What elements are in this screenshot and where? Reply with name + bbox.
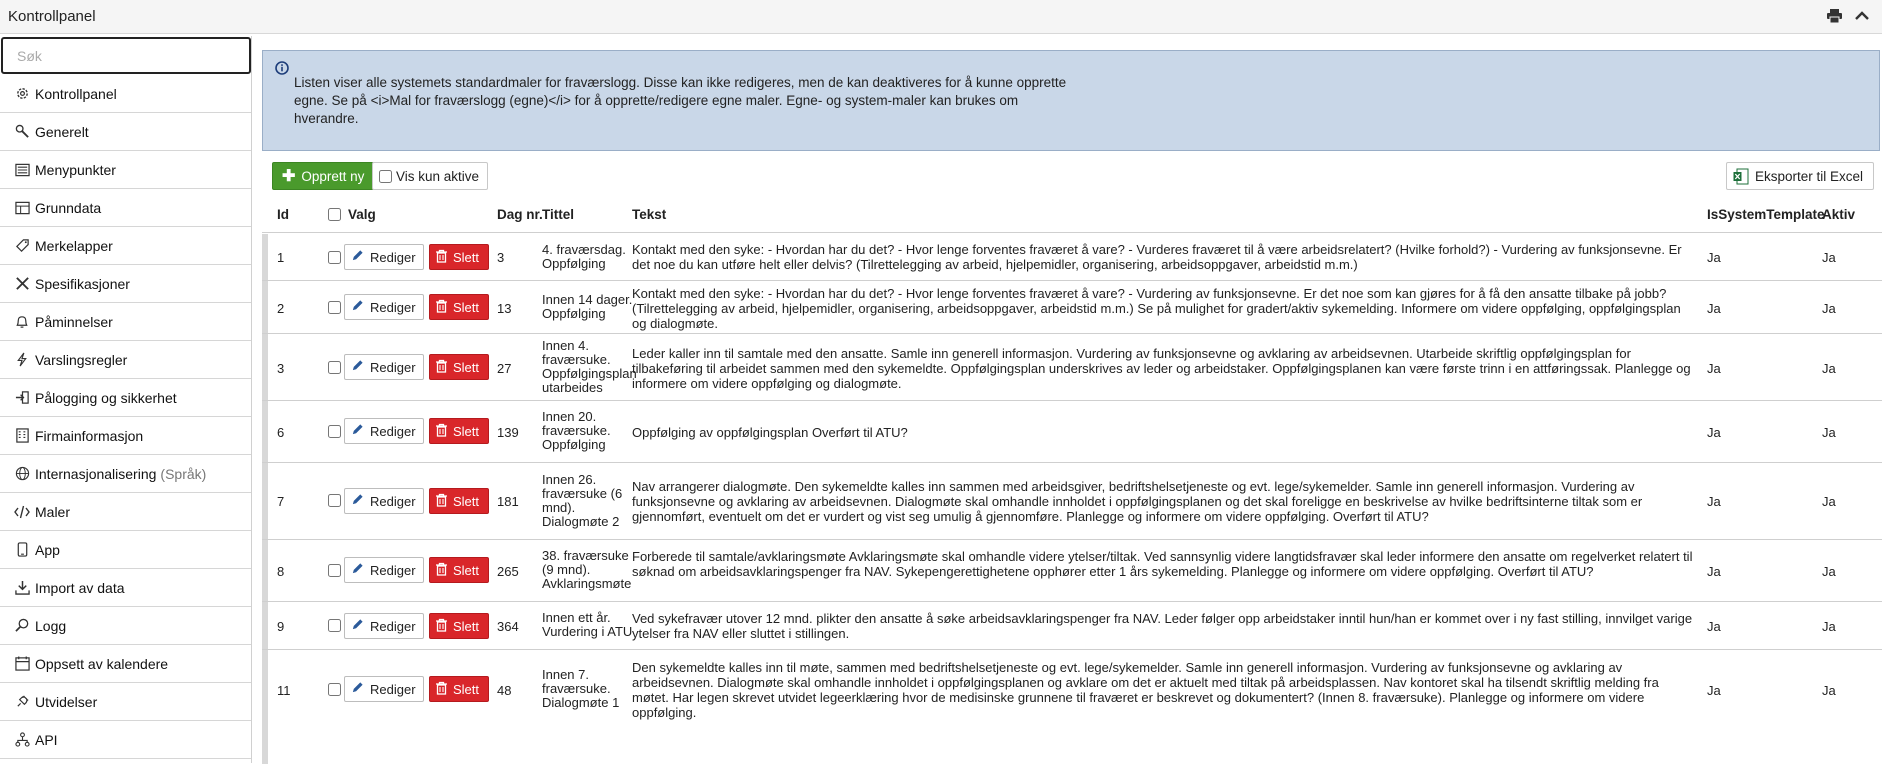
table-row	[262, 463, 1882, 540]
cell-id: 1	[277, 250, 285, 265]
cell-is-system-template: Ja	[1707, 683, 1721, 698]
delete-label: Slett	[453, 618, 480, 634]
create-new-button[interactable]	[272, 162, 374, 190]
info-panel	[262, 50, 1880, 151]
edit-label: Rediger	[370, 299, 416, 315]
sidebar-item-label: Internasjonalisering	[35, 465, 157, 482]
edit-label: Rediger	[370, 618, 416, 634]
code-icon	[14, 504, 30, 520]
edit-button[interactable]	[344, 354, 424, 380]
sidebar-item-label: Firmainformasjon	[35, 427, 144, 444]
sidebar-item-grunndata[interactable]	[0, 189, 251, 227]
header-aktiv[interactable]: Aktiv	[1822, 207, 1856, 222]
trash-icon	[435, 249, 448, 266]
export-excel-button[interactable]	[1726, 162, 1874, 190]
edit-label: Rediger	[370, 681, 416, 697]
row-checkbox[interactable]	[328, 683, 341, 696]
active-only-checkbox[interactable]	[379, 170, 392, 183]
header-valg: Valg	[348, 207, 376, 222]
trash-icon	[435, 681, 448, 698]
edit-label: Rediger	[370, 359, 416, 375]
lightning-icon	[14, 352, 30, 368]
sidebar-item-label: Logg	[35, 617, 67, 634]
pencil-icon	[351, 562, 364, 578]
edit-button[interactable]	[344, 418, 424, 444]
trash-icon	[435, 618, 448, 635]
edit-label: Rediger	[370, 562, 416, 578]
cell-tittel: Innen 7. fraværsuke. Dialogmøte 1	[542, 667, 620, 710]
cell-dag: 265	[497, 564, 519, 579]
cell-is-system-template: Ja	[1707, 301, 1721, 316]
cell-aktiv: Ja	[1822, 425, 1836, 440]
sidebar-item-kontrollpanel[interactable]	[0, 75, 251, 113]
sidebar-item-label: Spesifikasjoner	[35, 275, 130, 292]
cell-id: 2	[277, 301, 285, 316]
delete-label: Slett	[453, 423, 480, 439]
cell-dag: 48	[497, 683, 512, 698]
cell-tittel: Innen 14 dager. Oppfølging	[542, 292, 633, 321]
login-icon	[14, 390, 30, 406]
gear-icon	[14, 86, 30, 102]
cell-dag: 139	[497, 425, 519, 440]
sidebar-item-maler[interactable]	[0, 493, 251, 531]
trash-icon	[435, 493, 448, 510]
main-content	[262, 50, 1882, 763]
sidebar-item-api[interactable]	[0, 721, 251, 759]
row-checkbox[interactable]	[328, 361, 341, 374]
sidebar-item-label: Utvidelser	[35, 693, 98, 710]
sidebar-item-label: Merkelapper	[35, 237, 113, 254]
edit-button[interactable]	[344, 557, 424, 583]
cell-tekst: Forberede til samtale/avklaringsmøte Avklaringsmøte skal omhandle videre ytelser/tiltak. Ved sannsynlig videre langtidsfravær skal leder informere den ansatte om regelverket relatert til søknad om arbeidsavklaringspenger fra NAV. Sykepengerettighetene opphører etter 1 års sykemelding. Planlegge og informere om videre oppfølging. Overført til ATU?	[632, 549, 1693, 579]
building-icon	[14, 428, 30, 444]
sidebar-item-merkelapper[interactable]	[0, 227, 251, 265]
cell-tittel: Innen 20. fraværsuke. Oppfølging	[542, 409, 611, 452]
delete-label: Slett	[453, 249, 480, 265]
sidebar-item-kalendere[interactable]	[0, 645, 251, 683]
globe-icon	[14, 466, 30, 482]
sidebar-item-label: Varslingsregler	[35, 351, 128, 368]
cell-dag: 27	[497, 361, 512, 376]
mobile-icon	[14, 542, 30, 558]
info-icon	[275, 61, 289, 78]
cell-tekst: Nav arrangerer dialogmøte. Den sykemeldte kalles inn sammen med arbeidsgiver, bedriftshelsetjeneste og evt. lege/sykemelder. Samle inn generell informasjon. Vurdering av funksjonsevne og avklaring av arbeidsevnen. Dialogmøte skal omhandle innholdet i oppfølgingsplanen og det skal foreligge en beskrivelse av hvilke bedriftsinterne tiltak som er gjennomført, eventuelt om det er vurdert og vist seg umulig å gjennomføre. Planlegge og informere om videre oppfølging. Overført til ATU?	[632, 479, 1643, 524]
wrench-icon	[14, 124, 30, 140]
delete-button[interactable]	[429, 354, 489, 380]
pencil-icon	[351, 493, 364, 509]
cell-id: 3	[277, 361, 285, 376]
sidebar	[0, 36, 252, 763]
row-checkbox[interactable]	[328, 425, 341, 438]
pencil-icon	[351, 359, 364, 375]
search-input[interactable]	[1, 37, 251, 74]
sidebar-item-palogging[interactable]	[0, 379, 251, 417]
table-row	[262, 540, 1882, 602]
header-dag[interactable]: Dag nr.	[497, 207, 543, 222]
table-row	[262, 401, 1882, 463]
cell-id: 7	[277, 494, 285, 509]
sidebar-item-label: Import av data	[35, 579, 125, 596]
cell-tittel: Innen ett år. Vurdering i ATU	[542, 610, 633, 639]
print-icon[interactable]	[1824, 6, 1844, 26]
cell-id: 11	[277, 683, 291, 698]
page-title: Kontrollpanel	[8, 8, 96, 25]
info-message: Listen viser alle systemets standardmaler for fraværslogg. Disse kan ikke redigeres, men de kan deaktiveres for å kunne opprette egne. Se på <i>Mal for fraværslogg (egne)</i> for å opprette/redigere egne maler. Egne- og system-maler kan brukes om hverandre.	[294, 75, 1067, 126]
delete-label: Slett	[453, 681, 480, 697]
download-icon	[14, 580, 30, 596]
collapse-chevron-up-icon[interactable]	[1852, 6, 1872, 26]
plug-icon	[14, 694, 30, 710]
sidebar-item-label: Menypunkter	[35, 161, 116, 178]
cell-tekst: Leder kaller inn til samtale med den ansatte. Samle inn generell informasjon. Vurdering av funksjonsevne og avklaring av arbeidsevnen. Utarbeide skriftlig oppfølgingsplan for tilbakeføring til arbeidet sammen med den sykemeldte. Oppfølgingsplan underskrives av leder og arbeidstaker. Oppfølgingsplanen kan være første trinn i en attføringssak. Planlegge og informere om videre oppfølging og dialogmøte.	[632, 346, 1691, 391]
trash-icon	[435, 299, 448, 316]
sidebar-item-label: Generelt	[35, 123, 89, 140]
select-all-checkbox[interactable]	[328, 208, 341, 221]
cell-tekst: Kontakt med den syke: - Hvordan har du det? - Hvor lenge forventes fraværet å vare? - Vurdering av funksjonsevne. Er det noe som kan gjøres for å få den ansatte tilbake på jobb? (Tilrettelegging av arbeid, hjelpemidler, organisering, arbeidsoppgaver, arbeidstid m.m.) Se på mulighet for gradert/aktiv sykemelding. Informere om videre oppfølging, oppfølgingsplan og dialogmøte.	[632, 286, 1681, 331]
pencil-icon	[351, 249, 364, 265]
cell-aktiv: Ja	[1822, 301, 1836, 316]
sidebar-item-utvidelser[interactable]	[0, 683, 251, 721]
delete-button[interactable]	[429, 488, 489, 514]
cell-is-system-template: Ja	[1707, 564, 1721, 579]
cell-tekst: Ved sykefravær utover 12 mnd. plikter den ansatte å søke arbeidsavklaringspenger fra NAV. Leder følger opp arbeidstaker inntil hun/han er kommet over i ny fast stilling, innvilget varige ytelser fra NAV eller sluttet i stillingen.	[632, 611, 1693, 641]
edit-button[interactable]	[344, 294, 424, 320]
edit-label: Rediger	[370, 423, 416, 439]
cell-tekst: Kontakt med den syke: - Hvordan har du det? - Hvor lenge forventes fraværet å vare? - Vurderes fraværet til å være arbeidsrelatert? (Hvilke forhold?) - Vurdering av funksjonsevne. Er det noe du kan utføre helt eller delvis? (Tilrettelegging av arbeid, hjelpemidler, organisering, arbeidsoppgaver, arbeidstid m.m.)	[632, 242, 1682, 272]
sidebar-item-label: Påminnelser	[35, 313, 113, 330]
sidebar-item-firmainformasjon[interactable]	[0, 417, 251, 455]
table-row	[262, 650, 1882, 730]
tools-icon	[14, 276, 30, 292]
table-row	[262, 234, 1882, 281]
cell-is-system-template: Ja	[1707, 494, 1721, 509]
table-row	[262, 334, 1882, 401]
cell-id: 6	[277, 425, 285, 440]
cell-aktiv: Ja	[1822, 683, 1836, 698]
edit-button[interactable]	[344, 613, 424, 639]
sidebar-item-label: Kontrollpanel	[35, 85, 117, 102]
cell-tittel: 38. fraværsuke (9 mnd). Avklaringsmøte	[542, 548, 632, 591]
cell-is-system-template: Ja	[1707, 425, 1721, 440]
delete-label: Slett	[453, 299, 480, 315]
cell-id: 8	[277, 564, 285, 579]
cell-dag: 181	[497, 494, 519, 509]
pencil-icon	[351, 681, 364, 697]
cell-tittel: 4. fraværsdag. Oppfølging	[542, 242, 626, 271]
pencil-icon	[351, 299, 364, 315]
trash-icon	[435, 562, 448, 579]
plus-icon: ✚	[282, 168, 296, 185]
table-icon	[14, 200, 30, 216]
sidebar-item-spesifikasjoner[interactable]	[0, 265, 251, 303]
calendar-icon	[14, 656, 30, 672]
cell-tittel: Innen 4. fraværsuke. Oppfølgingsplan utarbeides	[542, 338, 637, 395]
cell-dag: 13	[497, 301, 512, 316]
cell-aktiv: Ja	[1822, 494, 1836, 509]
sidebar-item-label: Grunndata	[35, 199, 102, 216]
header-tekst[interactable]: Tekst	[632, 207, 667, 222]
sidebar-item-menypunkter[interactable]	[0, 151, 251, 189]
tag-icon	[14, 238, 30, 254]
cell-aktiv: Ja	[1822, 564, 1836, 579]
edit-button[interactable]	[344, 488, 424, 514]
cell-is-system-template: Ja	[1707, 361, 1721, 376]
export-excel-label: Eksporter til Excel	[1754, 168, 1863, 184]
sidebar-item-paminnelser[interactable]	[0, 303, 251, 341]
sidebar-item-label: Pålogging og sikkerhet	[35, 389, 177, 406]
delete-button[interactable]	[429, 676, 489, 702]
header-is-system-template[interactable]: IsSystemTemplate	[1707, 207, 1825, 222]
excel-icon	[1733, 168, 1749, 185]
delete-button[interactable]	[429, 244, 489, 270]
row-checkbox[interactable]	[328, 301, 341, 314]
edit-label: Rediger	[370, 249, 416, 265]
delete-label: Slett	[453, 562, 480, 578]
sidebar-item-suffix: (Språk)	[160, 465, 207, 482]
row-checkbox[interactable]	[328, 619, 341, 632]
row-checkbox[interactable]	[328, 564, 341, 577]
delete-label: Slett	[453, 493, 480, 509]
sidebar-item-app[interactable]	[0, 531, 251, 569]
active-only-label: Vis kun aktive	[396, 168, 480, 184]
sidebar-item-label: Oppsett av kalendere	[35, 655, 169, 672]
create-new-label: Opprett ny	[301, 168, 365, 184]
header-tittel[interactable]: Tittel	[542, 207, 575, 222]
pencil-icon	[351, 618, 364, 634]
delete-button[interactable]	[429, 613, 489, 639]
bell-icon	[14, 314, 30, 330]
row-checkbox[interactable]	[328, 494, 341, 507]
sidebar-item-generelt[interactable]	[0, 113, 251, 151]
sidebar-item-label: API	[35, 731, 58, 748]
delete-button[interactable]	[429, 557, 489, 583]
sidebar-item-logg[interactable]	[0, 607, 251, 645]
pencil-icon	[351, 423, 364, 439]
cell-tekst: Oppfølging av oppfølgingsplan Overført til ATU?	[632, 425, 908, 440]
top-bar	[0, 0, 1882, 34]
list-icon	[14, 162, 30, 178]
sidebar-item-label: Maler	[35, 503, 71, 520]
sidebar-item-internasjonalisering[interactable]	[0, 455, 251, 493]
active-only-toggle[interactable]	[372, 162, 488, 190]
row-checkbox[interactable]	[328, 251, 341, 264]
header-id[interactable]: Id	[277, 207, 289, 222]
cell-aktiv: Ja	[1822, 619, 1836, 634]
table-row	[262, 281, 1882, 334]
table-row	[262, 602, 1882, 650]
delete-label: Slett	[453, 359, 480, 375]
cell-tekst: Den sykemeldte kalles inn til møte, sammen med bedriftshelsetjeneste og evt. lege/sykemelder. Samle inn generell informasjon. Vurdering av funksjonsevne og avklaring av arbeidsevnen. Dialogmøte skal omhandle innholdet i oppfølgingsplanen og avklare om det er aktuelt med tiltak på arbeidsplassen. Nav kontoret skal ha tilsendt skriftlig melding fra møtet. Har legen skrevet utvidet legeerklæring hvor de medisinske grunnene til fraværet er beskrevet og dokumentert? (Innen 8. fraværsuke). Planlegge og informere om videre oppfølging.	[632, 660, 1659, 720]
edit-button[interactable]	[344, 676, 424, 702]
trash-icon	[435, 359, 448, 376]
cell-dag: 364	[497, 619, 519, 634]
trash-icon	[435, 423, 448, 440]
sidebar-item-import[interactable]	[0, 569, 251, 607]
cell-dag: 3	[497, 250, 505, 265]
network-icon	[14, 732, 30, 748]
edit-label: Rediger	[370, 493, 416, 509]
cell-is-system-template: Ja	[1707, 250, 1721, 265]
delete-button[interactable]	[429, 418, 489, 444]
table-header	[262, 197, 1882, 233]
delete-button[interactable]	[429, 294, 489, 320]
cell-aktiv: Ja	[1822, 250, 1836, 265]
edit-button[interactable]	[344, 244, 424, 270]
cell-aktiv: Ja	[1822, 361, 1836, 376]
cell-tittel: Innen 26. fraværsuke (6 mnd). Dialogmøte 2	[542, 472, 623, 529]
sidebar-item-varslingsregler[interactable]	[0, 341, 251, 379]
search-log-icon	[14, 618, 30, 634]
cell-is-system-template: Ja	[1707, 619, 1721, 634]
cell-id: 9	[277, 619, 285, 634]
sidebar-item-label: App	[35, 541, 60, 558]
